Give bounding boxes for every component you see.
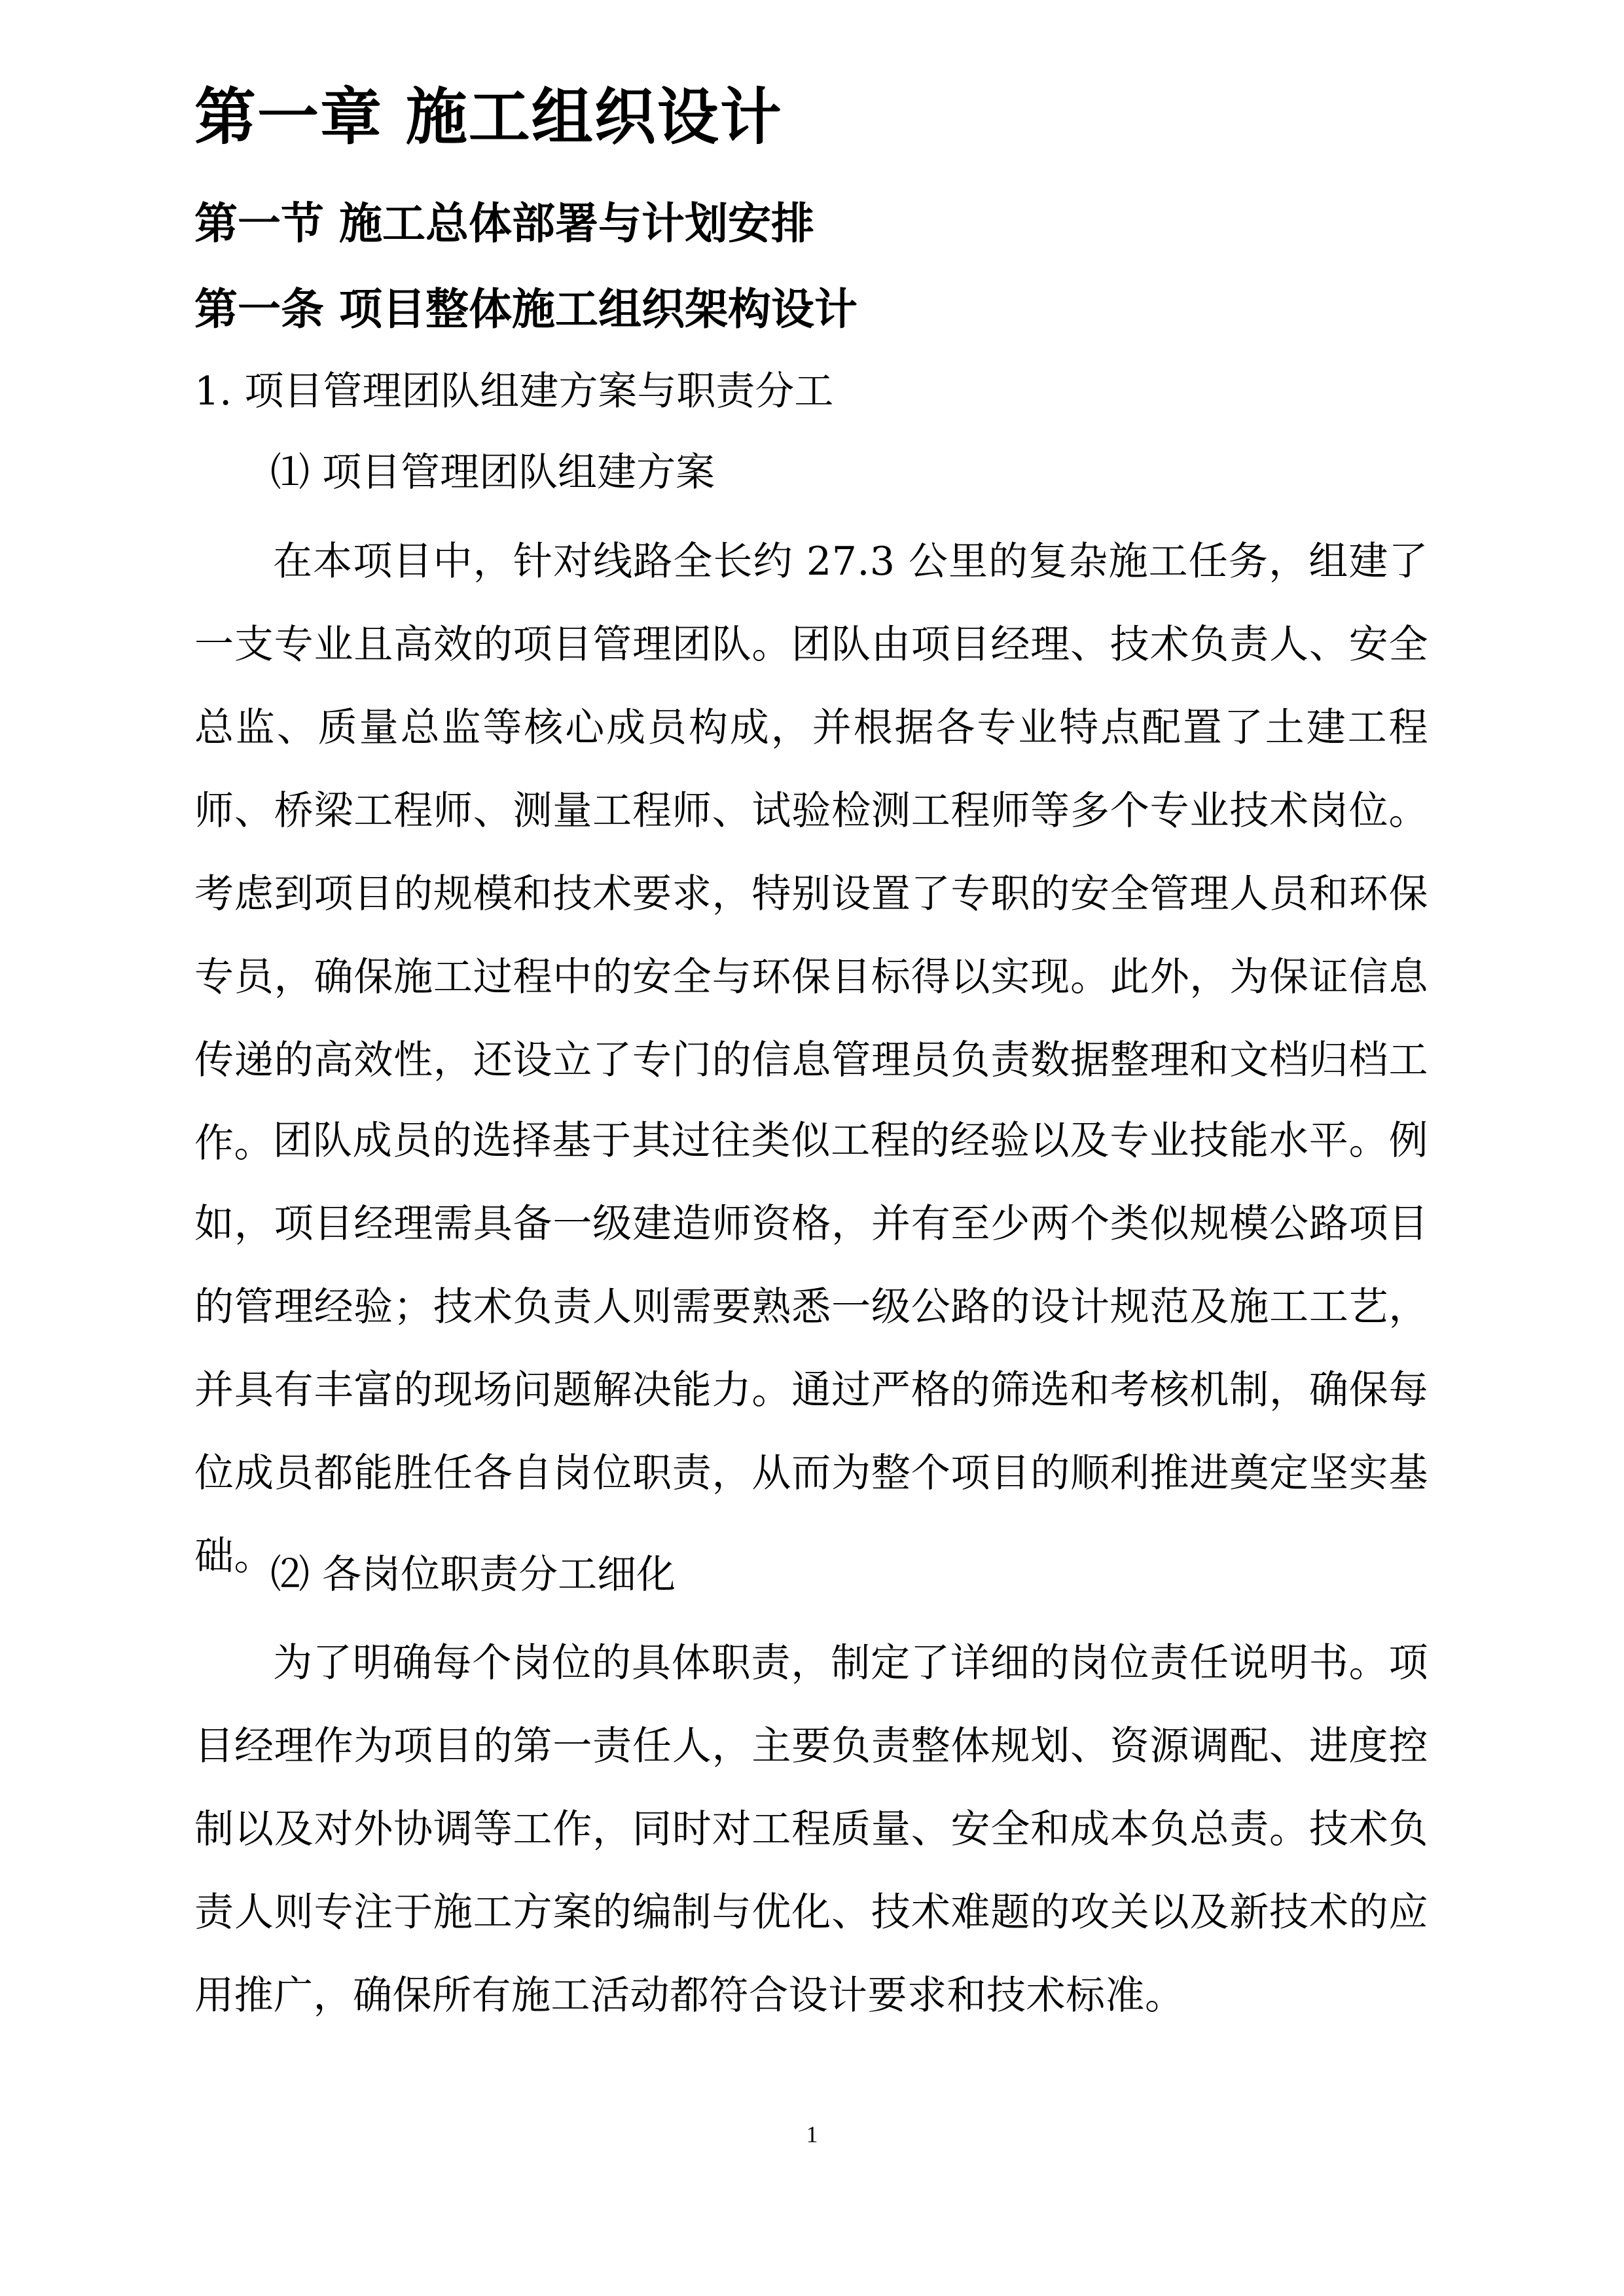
sub-heading-responsibilities: ⑵ 各岗位职责分工细化 — [270, 1552, 676, 1598]
item-heading: 1. 项目管理团队组建方案与职责分工 — [194, 368, 834, 414]
paragraph-team-composition: 在本项目中，针对线路全长约 27.3 公里的复杂施工任务，组建了一支专业且高效的项目管理团队。团队由项目经理、技术负责人、安全总监、质量总监等核心成员构成，并根据各专业特点配置了土建工程师、桥梁工程师、测量工程师、试验检测工程师等多个专业技术岗位。考虑到项目的规模和技术要求，特别设置了专职的安全管理人员和环保专员，确保施工过程中的安全与环保目标得以实现。此外，为保证信息传递的高效性，还设立了专门的信息管理员负责数据整理和文档归档工作。 — [194, 539, 1428, 1166]
paragraph-responsibilities: 为了明确每个岗位的具体职责，制定了详细的岗位责任说明书。项目经理作为项目的第一责任人，主要负责整体规划、资源调配、进度控制以及对外协调等工作，同时对工程质量、安全和成本负总责。技术负责人则专注于施工方案的编制与优化、技术难题的攻关以及新技术的应用推广，确保所有施工活动都符合设计要求和技术标准。 — [194, 1640, 1428, 2018]
article-title: 第一条 项目整体施工组织架构设计 — [194, 284, 857, 334]
sub-heading-team-setup: ⑴ 项目管理团队组建方案 — [270, 450, 715, 495]
section-title: 第一节 施工总体部署与计划安排 — [194, 198, 814, 249]
page-number: 1 — [806, 2121, 818, 2147]
paragraph-member-selection: 团队成员的选择基于其过往类似工程的经验以及专业技能水平。例如，项目经理需具备一级建造师资格，并有至少两个类似规模公路项目的管理经验；技术负责人则需要熟悉一级公路的设计规范及施工工艺，并具有丰富的现场问题解决能力。通过严格的筛选和考核机制，确保每位成员都能胜任各自岗位职责，从而为整个项目的顺利推进奠定坚实基础。 — [194, 1118, 1428, 1579]
chapter-title: 第一章 施工组织设计 — [194, 82, 783, 153]
